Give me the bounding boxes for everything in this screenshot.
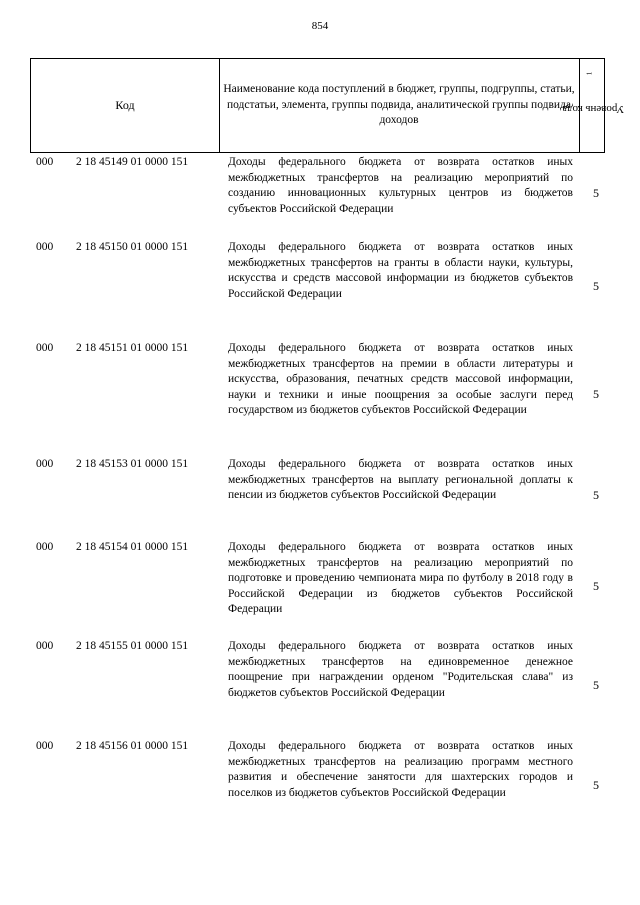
row-name: Доходы федерального бюджета от возврата остатков иных межбюджетных трансфертов на гранты в области науки, культуры, искусства и средств массовой информации из бюджетов субъектов Российской Федерации <box>228 241 573 300</box>
row-level: 5 <box>593 387 599 401</box>
row-code: 2 18 45150 01 0000 151 <box>76 241 189 253</box>
row-level: 5 <box>593 488 599 502</box>
row-prefix: 000 <box>36 342 54 354</box>
table-row <box>36 639 604 739</box>
row-level: 5 <box>593 678 599 692</box>
table-row <box>36 341 604 457</box>
header-code: Код <box>115 98 135 112</box>
header-level <box>562 59 625 152</box>
table-row <box>36 457 604 540</box>
table-row <box>36 540 604 639</box>
row-level: 5 <box>593 186 599 200</box>
page-number: 854 <box>311 20 329 32</box>
row-name: Доходы федерального бюджета от возврата остатков иных межбюджетных трансфертов на единовременное денежное поощрение при награждении орденом "Родительская слава" из бюджетов субъектов Российской Федерации <box>228 640 573 699</box>
header-level-footnote: 1 <box>585 71 594 75</box>
table-row <box>36 155 604 240</box>
row-name: Доходы федерального бюджета от возврата остатков иных межбюджетных трансфертов на реализацию мероприятий по подготовке и проведению чемпионата мира по футболу в 2018 году в Российской Федерации из бюджетов субъектов Российской Федерации <box>228 541 573 615</box>
row-code: 2 18 45156 01 0000 151 <box>76 740 189 752</box>
row-code: 2 18 45154 01 0000 151 <box>76 541 189 553</box>
row-name: Доходы федерального бюджета от возврата остатков иных межбюджетных трансфертов на выплату региональной доплаты к пенсии из бюджетов субъектов Российской Федерации <box>228 458 573 501</box>
row-code: 2 18 45155 01 0000 151 <box>76 640 189 652</box>
row-prefix: 000 <box>36 241 54 253</box>
row-prefix: 000 <box>36 458 54 470</box>
row-level: 5 <box>593 778 599 792</box>
row-level: 5 <box>593 279 599 293</box>
header-level-label: Уровень кода <box>562 102 625 115</box>
table-body <box>36 155 604 829</box>
header-name: Наименование кода поступлений в бюджет, группы, подгруппы, статьи, подстатьи, элемента, группы подвида, аналитической группы подвида доходов <box>223 83 575 127</box>
row-prefix: 000 <box>36 740 54 752</box>
table-header <box>30 58 625 153</box>
row-code: 2 18 45153 01 0000 151 <box>76 458 189 470</box>
row-prefix: 000 <box>36 541 54 553</box>
row-code: 2 18 45151 01 0000 151 <box>76 342 189 354</box>
row-name: Доходы федерального бюджета от возврата остатков иных межбюджетных трансфертов на реализацию программ местного развития и обеспечение занятости для шахтерских городов и поселков из бюджетов субъектов Российской Федерации <box>228 740 573 799</box>
row-name: Доходы федерального бюджета от возврата остатков иных межбюджетных трансфертов на реализацию мероприятий по созданию инновационных культурных центров из бюджетов субъектов Российской Федерации <box>228 156 573 215</box>
row-prefix: 000 <box>36 640 54 652</box>
table-row <box>36 739 604 829</box>
table-row <box>36 240 604 341</box>
row-code: 2 18 45149 01 0000 151 <box>76 156 189 168</box>
row-prefix: 000 <box>36 156 54 168</box>
row-level: 5 <box>593 579 599 593</box>
row-name: Доходы федерального бюджета от возврата остатков иных межбюджетных трансфертов на премии в области литературы и искусства, образования, печатных средств массовой информации, науки и техники и иные поощрения за особые заслуги перед государством из бюджетов субъектов Российской Федерации <box>228 342 573 416</box>
